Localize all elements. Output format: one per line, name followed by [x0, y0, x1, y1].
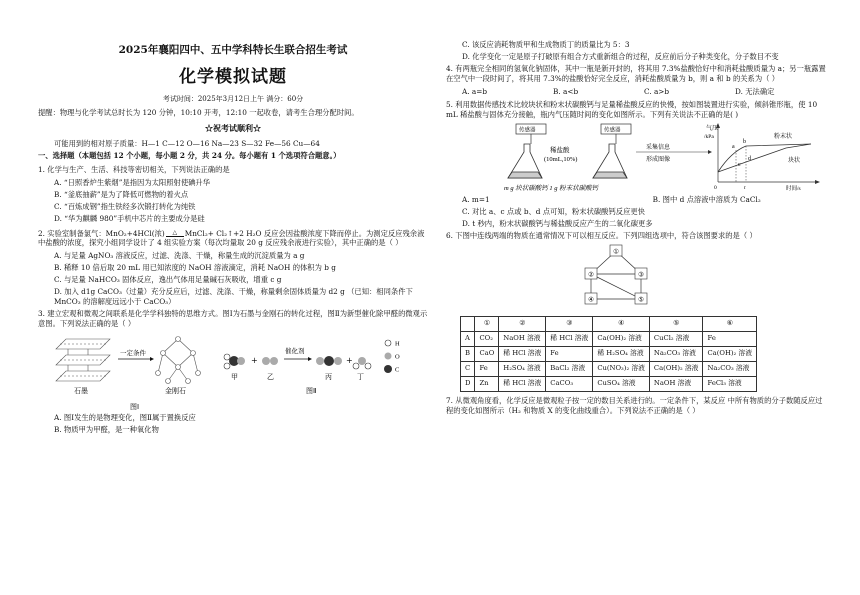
- q6-options-table: [460, 316, 757, 392]
- node-2: ②: [588, 271, 594, 279]
- atomic-masses: 可能用到的相对原子质量：H—1 C—12 O—16 Na—23 S—32 Fe—56 Cu—64: [54, 138, 320, 148]
- q1-option-c: C. “百炼成钢”指生铁经多次锻打转化为纯铁: [54, 201, 196, 211]
- condition-label: 一定条件: [120, 350, 146, 358]
- table-cell: 稀 HCl 溶液: [499, 346, 546, 361]
- table-header-cell: ②: [499, 316, 546, 331]
- time-axis-label: 时间/s: [786, 186, 801, 193]
- kpa-label: /kPa: [704, 134, 714, 141]
- q5-option-d: D. t 秒内，粉末状碳酸钙与稀盐酸反应产生的二氧化碳更多: [462, 219, 653, 229]
- table-cell: CaO: [475, 346, 499, 361]
- acid-conc-label: (10mL,10%): [544, 156, 578, 164]
- point-a: a: [732, 144, 735, 151]
- table-row: [461, 346, 757, 361]
- table-row: [461, 376, 757, 391]
- table-cell: Na₂CO₃ 溶液: [649, 346, 703, 361]
- table-cell: Ca(OH)₂ 溶液: [703, 346, 757, 361]
- flask-icon-block: [508, 144, 542, 178]
- collect-label: 采集信息: [646, 145, 671, 152]
- q3-option-a: A. 图Ⅰ发生的是物理变化，图Ⅱ属于置换反应: [54, 413, 196, 423]
- table-cell: CaCO₃: [546, 376, 593, 391]
- table-header-cell: ③: [546, 316, 593, 331]
- table-cell: Ca(OH)₂ 溶液: [593, 331, 650, 346]
- powder-curve-label: 粉末状: [774, 134, 793, 141]
- q6-network-diagram: [446, 244, 826, 312]
- table-cell: NaOH 溶液: [499, 331, 546, 346]
- q4-option-b: B. a<b: [553, 86, 579, 96]
- t-label: t: [744, 185, 746, 192]
- yi-label: 乙: [267, 373, 274, 382]
- diamond-structure-icon: [156, 337, 201, 384]
- subject-title: 化学模拟试题: [179, 66, 287, 87]
- q2-stem-b: MnCl₂+ Cl₂↑+2 H₂O 反应会因盐酸浓度下降而停止。为测定反应残余液中盐酸的浓度，探究小组同学设计了 4 组实验方案（每次均量取 20 g 反应残余液进行实验），其中正确的是（ ）: [38, 228, 425, 248]
- origin-label: 0: [714, 185, 717, 192]
- exam-time-info: 考试时间：2025年3月12日上午 满分：60分: [162, 95, 304, 104]
- water-molecule-icon: [353, 357, 371, 369]
- q1-option-d: D. “华为麒麟 980”手机中芯片的主要成分是硅: [54, 213, 205, 223]
- pressure-time-graph: [716, 123, 820, 184]
- ding-label: 丁: [357, 373, 364, 382]
- q2-option-b: B. 稀释 10 倍后取 20 mL 用已知浓度的 NaOH 溶液滴定，消耗 NaOH 的体积为 b g: [54, 262, 336, 272]
- table-row: [461, 331, 757, 346]
- q2-option-c: C. 与足量 NaHCO₃ 固体反应，逸出气体用足量碱石灰吸收，增重 c g: [54, 275, 282, 285]
- q7-stem: 7. 从微观角度看，化学反应是微观粒子按一定的数目关系进行的。一定条件下，某反应 中所有物质的分子数随反应过程的变化如图所示（H₂ 和物质 X 的变化曲线重合）。下列说法不正确的是（ ）: [446, 395, 823, 415]
- table-cell: CO₂: [475, 331, 499, 346]
- formaldehyde-molecule-icon: [224, 354, 245, 369]
- graphite-structure-icon: [56, 339, 110, 381]
- q3-stem: 3. 建立宏观和微观之间联系是化学学科独特的思维方式。图Ⅰ为石墨与金刚石的转化过程，图Ⅱ为新型催化除甲醛的微观示意图。下列说法正确的是（ ）: [38, 308, 428, 328]
- left-column: [38, 0, 428, 437]
- table-header-cell: ⑥: [703, 316, 757, 331]
- q2-stem: [38, 229, 428, 248]
- table-header-cell: ④: [593, 316, 650, 331]
- q2-stem-a: 2. 实验室制备氯气：MnO₂+4HCl(浓): [38, 228, 165, 238]
- point-d: d: [748, 156, 751, 163]
- block-curve-label: 块状: [788, 158, 801, 165]
- catalyst-label: 催化剂: [285, 348, 305, 356]
- diamond-label: 金刚石: [165, 387, 186, 396]
- legend-h: H: [395, 340, 400, 348]
- point-c: c: [738, 162, 741, 169]
- blessing: ☆祝考试顺利☆: [205, 123, 261, 134]
- fig1-caption: 图Ⅰ: [130, 403, 140, 412]
- carbon-dioxide-molecule-icon: [316, 356, 342, 366]
- jia-label: 甲: [231, 373, 238, 382]
- table-cell: NaOH 溶液: [649, 376, 703, 391]
- table-cell: Zn: [475, 376, 499, 391]
- table-cell: 稀 HCl 溶液: [546, 331, 593, 346]
- q4-options: [446, 87, 826, 97]
- table-cell: Fe: [546, 346, 593, 361]
- oxygen-molecule-icon: [262, 357, 278, 365]
- graphite-label: 石墨: [74, 387, 88, 396]
- bing-label: 丙: [325, 373, 332, 382]
- point-b: b: [743, 139, 746, 146]
- legend-o: O: [395, 353, 400, 361]
- q6-stem: 6. 下图中连线两端的物质在通常情况下可以相互反应。下列四组选项中，符合该图要求的是（ ）: [446, 231, 757, 241]
- table-cell: CuCl₂ 溶液: [649, 331, 703, 346]
- table-cell: Na₂CO₃ 溶液: [703, 361, 757, 376]
- exam-notice: 提醒：物理与化学考试总时长为 120 分钟，10:10 开考，12:10 一起收卷，请考生合理分配时间。: [38, 107, 359, 117]
- node-1: ①: [613, 248, 619, 256]
- q1-option-a: A. “日照香炉生紫烟”是指因为太阳照射使碘升华: [54, 177, 211, 187]
- q3-option-d: D. 化学变化一定是原子打破原有组合方式重新组合的过程，反应前后分子种类变化，分子数目不变: [462, 52, 779, 62]
- table-cell: 稀 HCl 溶液: [499, 376, 546, 391]
- form-label: 形成图像: [646, 157, 671, 164]
- table-cell: B: [461, 346, 475, 361]
- table-cell: C: [461, 361, 475, 376]
- q5-options-ab: [446, 195, 826, 205]
- table-row: [461, 361, 757, 376]
- q1-option-b: B. “釜底抽薪”是为了降低可燃物的着火点: [54, 189, 189, 199]
- node-4: ④: [588, 296, 594, 304]
- svg-text:+: +: [346, 356, 353, 366]
- q2-option-d: D. 加入 d1g CaCO₃（过量）充分反应后，过滤、洗涤、干燥，称量剩余固体质量为 d2 g （已知：相同条件下 MnCO₃ 的溶解度远远小于 CaCO₃）: [54, 287, 413, 306]
- legend-c: C: [395, 366, 400, 374]
- exam-title: 2025年襄阳四中、五中学科特长生联合招生考试: [118, 44, 348, 56]
- q4-option-a: A. a=b: [462, 86, 488, 96]
- table-cell: Cu(NO₃)₂ 溶液: [593, 361, 650, 376]
- right-column: [446, 40, 826, 418]
- q5-option-a: A. m=1: [462, 195, 490, 205]
- table-cell: D: [461, 376, 475, 391]
- table-header-cell: ⑤: [649, 316, 703, 331]
- section1-heading: 一、选择题（本题包括 12 个小题，每小题 2 分，共 24 分。每小题有 1 个选项符合题意。）: [38, 151, 341, 161]
- table-cell: FeCl₃ 溶液: [703, 376, 757, 391]
- table-cell: Ca(OH)₂ 溶液: [649, 361, 703, 376]
- q5-figure: [446, 122, 826, 194]
- q5-option-c: C. 对比 a、c 点或 b、d 点可知，粉末状碳酸钙反应更快: [462, 207, 645, 216]
- q5-stem: 5. 利用数据传感技术比较块状和粉末状碳酸钙与足量稀盐酸反应的快慢，按如图装置进行实验，倾斜锥形瓶，使 10 mL 稀盐酸与固体充分接触，瓶内气压随时间的变化如图所示。下列有关说法不正确的是( ): [446, 100, 818, 119]
- q5-option-b: B. 图中 d 点溶液中溶质为 CaCl₂: [652, 195, 761, 205]
- q4-option-d: D. 无法确定: [735, 86, 775, 96]
- q3-option-c: C. 该反应消耗物质甲和生成物质丁的质量比为 5：3: [462, 40, 630, 49]
- table-header-cell: [461, 316, 475, 331]
- table-header-cell: ①: [475, 316, 499, 331]
- node-3: ③: [638, 271, 644, 279]
- pressure-axis-label: 气压: [706, 126, 719, 133]
- q2-heat-symbol: △: [172, 229, 178, 237]
- table-cell: Fe: [703, 331, 757, 346]
- q3-figure: [38, 331, 428, 413]
- node-5: ⑤: [638, 296, 644, 304]
- flask-icon-powder: [593, 144, 627, 178]
- acid-label: 稀盐酸: [550, 147, 570, 155]
- q4-stem: 4. 有两瓶完全相同的氢氧化钠固体，其中一瓶是新开封的，将其用 7.3%盐酸恰好中和消耗盐酸质量为 a；另一瓶露置在空气中一段时间了，将其用 7.3%的盐酸恰好完全反应，消耗盐酸质量为 b，则 a 和 b 的关系为（ ）: [446, 64, 826, 83]
- svg-text:+: +: [251, 356, 258, 366]
- sensor-label-1: 传感器: [519, 127, 536, 134]
- table-cell: CuSO₄ 溶液: [593, 376, 650, 391]
- q2-option-a: A. 与足量 AgNO₃ 溶液反应，过滤、洗涤、干燥，称量生成的沉淀质量为 a g: [54, 250, 305, 260]
- table-cell: Fe: [475, 361, 499, 376]
- q1-stem: 1. 化学与生产、生活、科技等密切相关，下列说法正确的是: [38, 164, 230, 174]
- table-cell: BaCl₂ 溶液: [546, 361, 593, 376]
- q4-option-c: C. a>b: [644, 86, 670, 96]
- sensor-label-2: 传感器: [604, 127, 621, 134]
- table-cell: H₂SO₄ 溶液: [499, 361, 546, 376]
- q3-option-b: B. 物质甲为甲醛，是一种氧化物: [54, 425, 159, 435]
- table-header-row: [461, 316, 757, 331]
- fig2-caption: 图Ⅱ: [306, 387, 317, 396]
- table-cell: A: [461, 331, 475, 346]
- table-cell: 稀 H₂SO₄ 溶液: [593, 346, 650, 361]
- calcium-carbonate-label: m g 块状碳酸钙 1 g 粉末状碳酸钙: [504, 185, 599, 193]
